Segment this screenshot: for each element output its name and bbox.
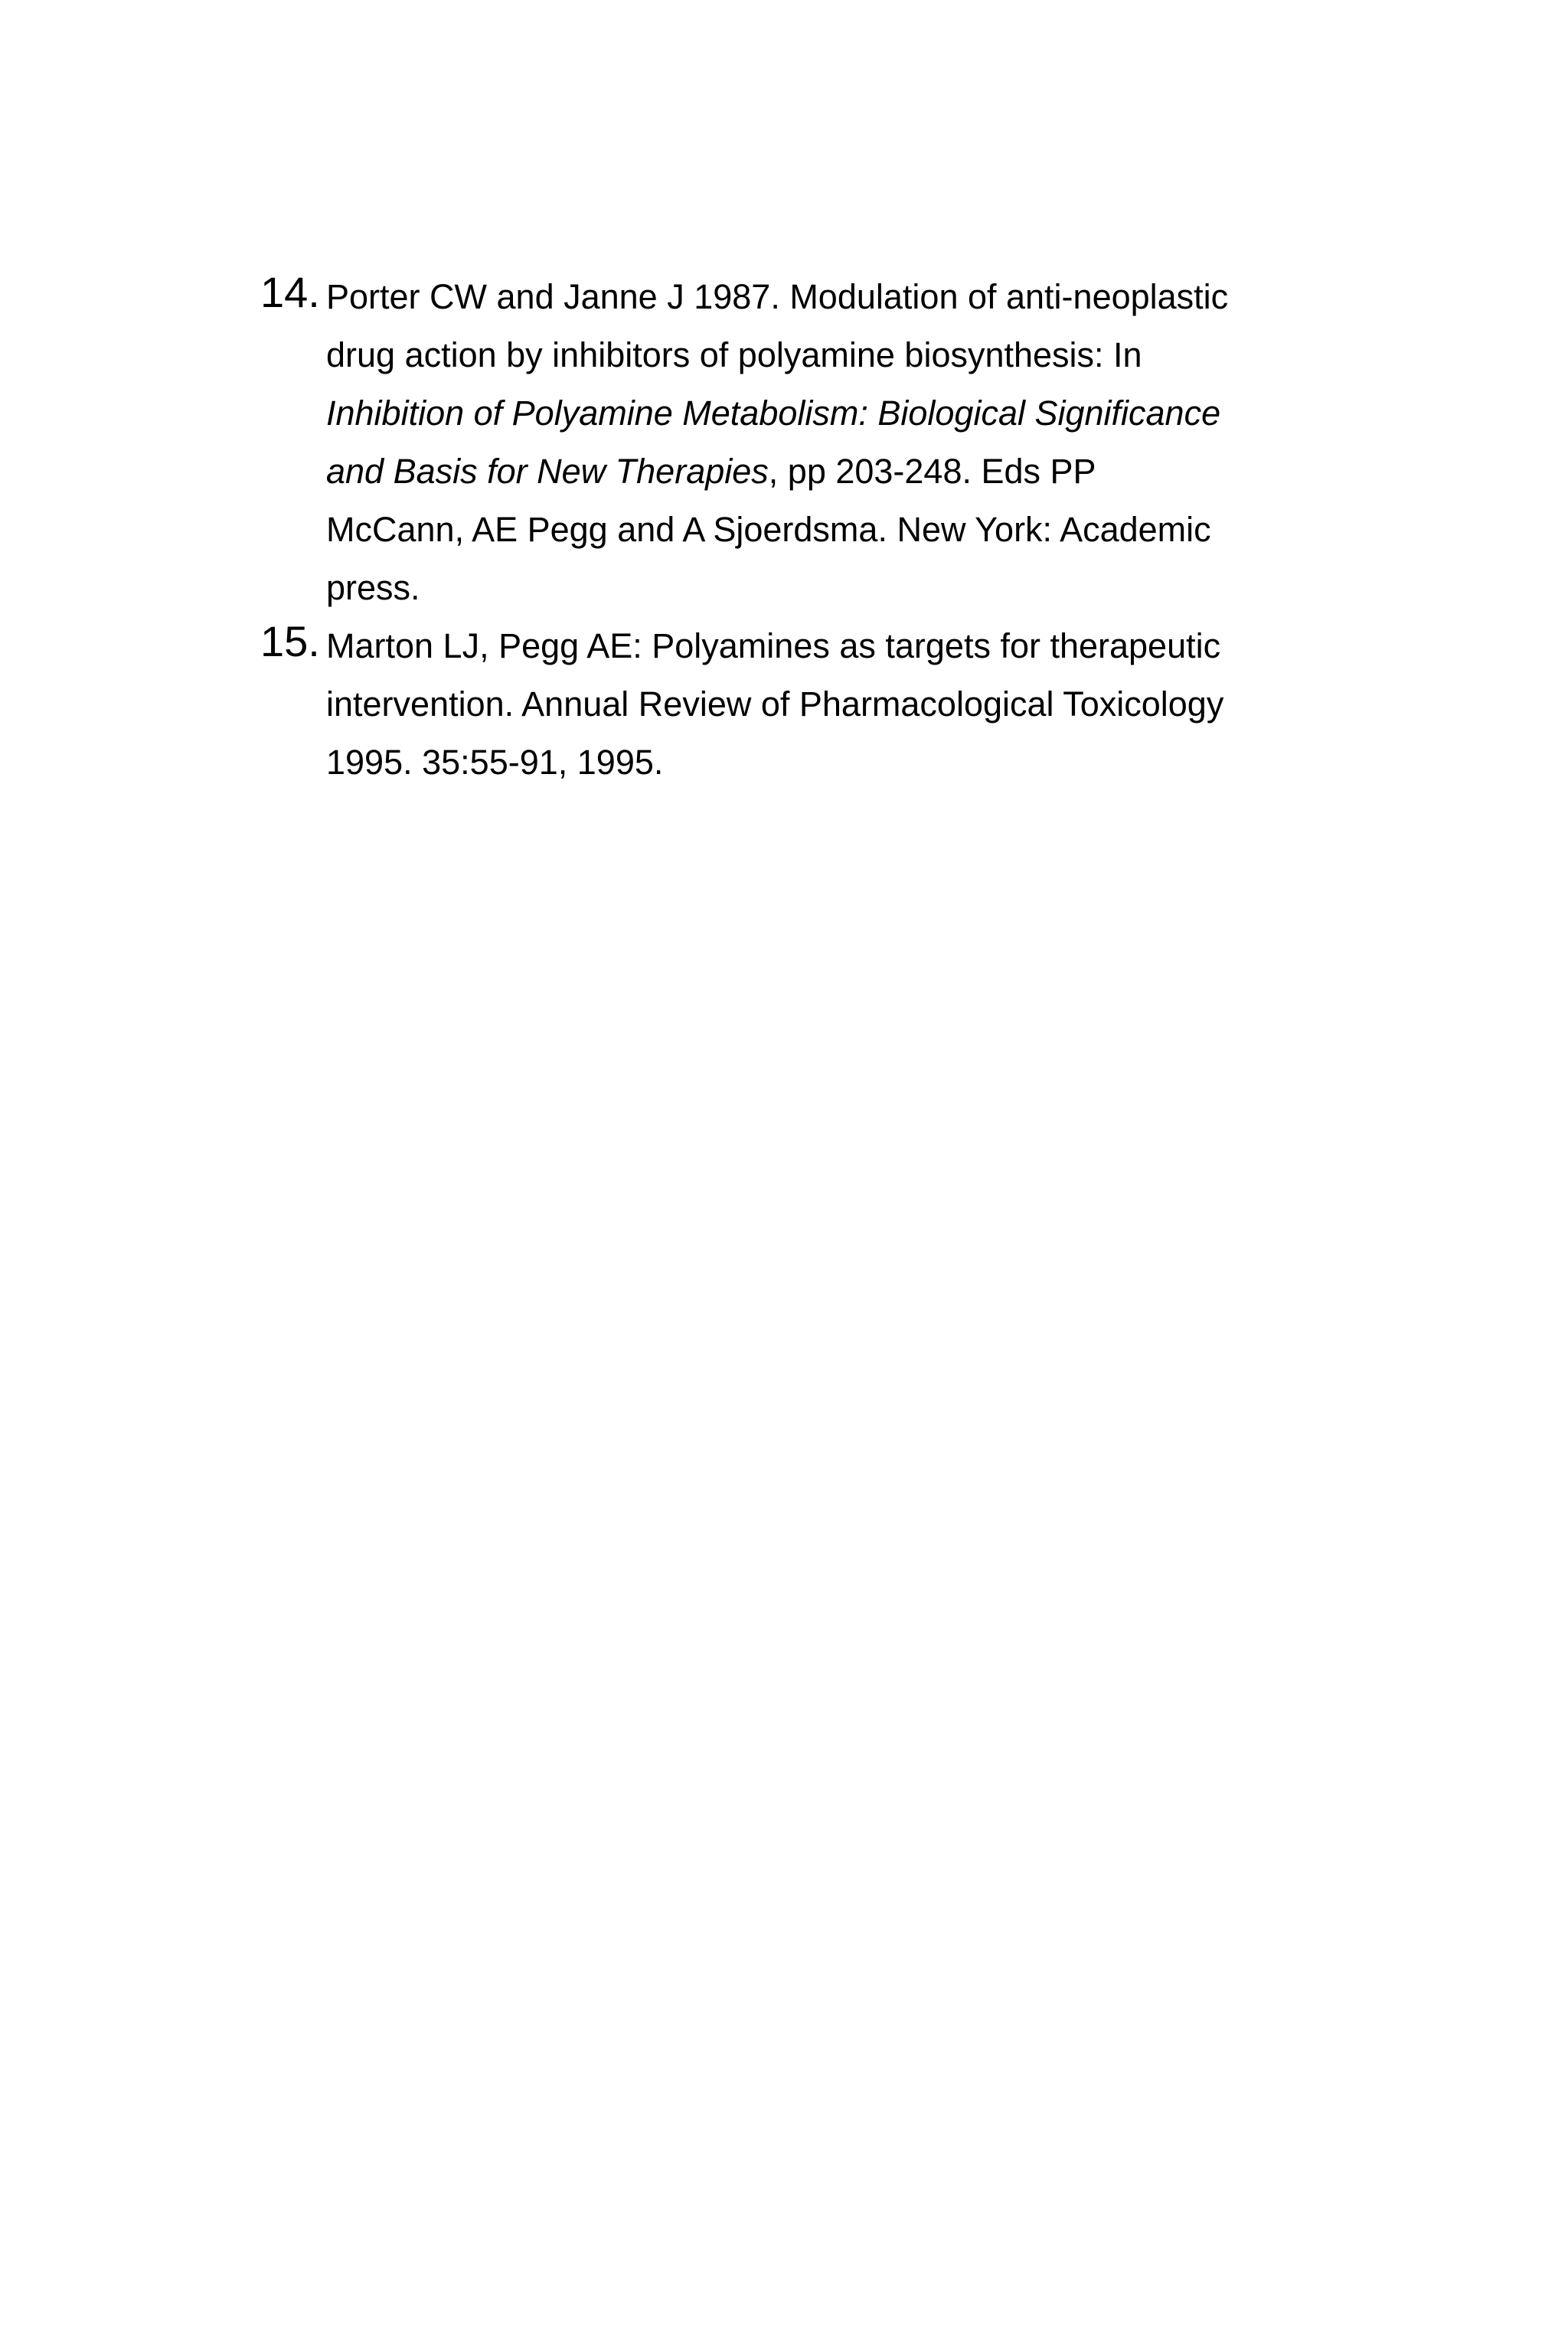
reference-line-text: Marton LJ, Pegg AE: Polyamines as targets for therapeutic (326, 626, 1221, 665)
reference-line (326, 675, 1286, 733)
reference-list (260, 268, 1286, 792)
reference-line (326, 501, 1286, 559)
reference-line-text: Porter CW and Janne J 1987. Modulation of anti-neoplastic (326, 277, 1229, 316)
reference-text (326, 268, 1286, 617)
reference-line-text: , pp 203-248. Eds PP (768, 452, 1096, 491)
reference-number: 14. (260, 268, 320, 316)
reference-line-text: McCann, AE Pegg and A Sjoerdsma. New York: Academic (326, 510, 1211, 549)
reference-item-14 (260, 268, 1286, 617)
reference-line (326, 733, 1286, 792)
reference-line-text: intervention. Annual Review of Pharmacological Toxicology (326, 684, 1224, 724)
reference-line (326, 617, 1286, 675)
reference-line-text: press. (326, 568, 420, 607)
book-title-text: and Basis for New Therapies (326, 452, 769, 491)
reference-line (326, 326, 1286, 384)
reference-line-text: drug action by inhibitors of polyamine biosynthesis: In (326, 335, 1142, 374)
reference-line-text: 1995. 35:55-91, 1995. (326, 743, 664, 782)
book-title-text: Inhibition of Polyamine Metabolism: Biological Significance (326, 394, 1221, 433)
reference-text (326, 617, 1286, 792)
reference-item-15 (260, 617, 1286, 792)
reference-line (326, 559, 1286, 617)
reference-line (326, 443, 1286, 501)
reference-line (326, 384, 1286, 443)
reference-line (326, 268, 1286, 326)
reference-number: 15. (260, 617, 320, 665)
